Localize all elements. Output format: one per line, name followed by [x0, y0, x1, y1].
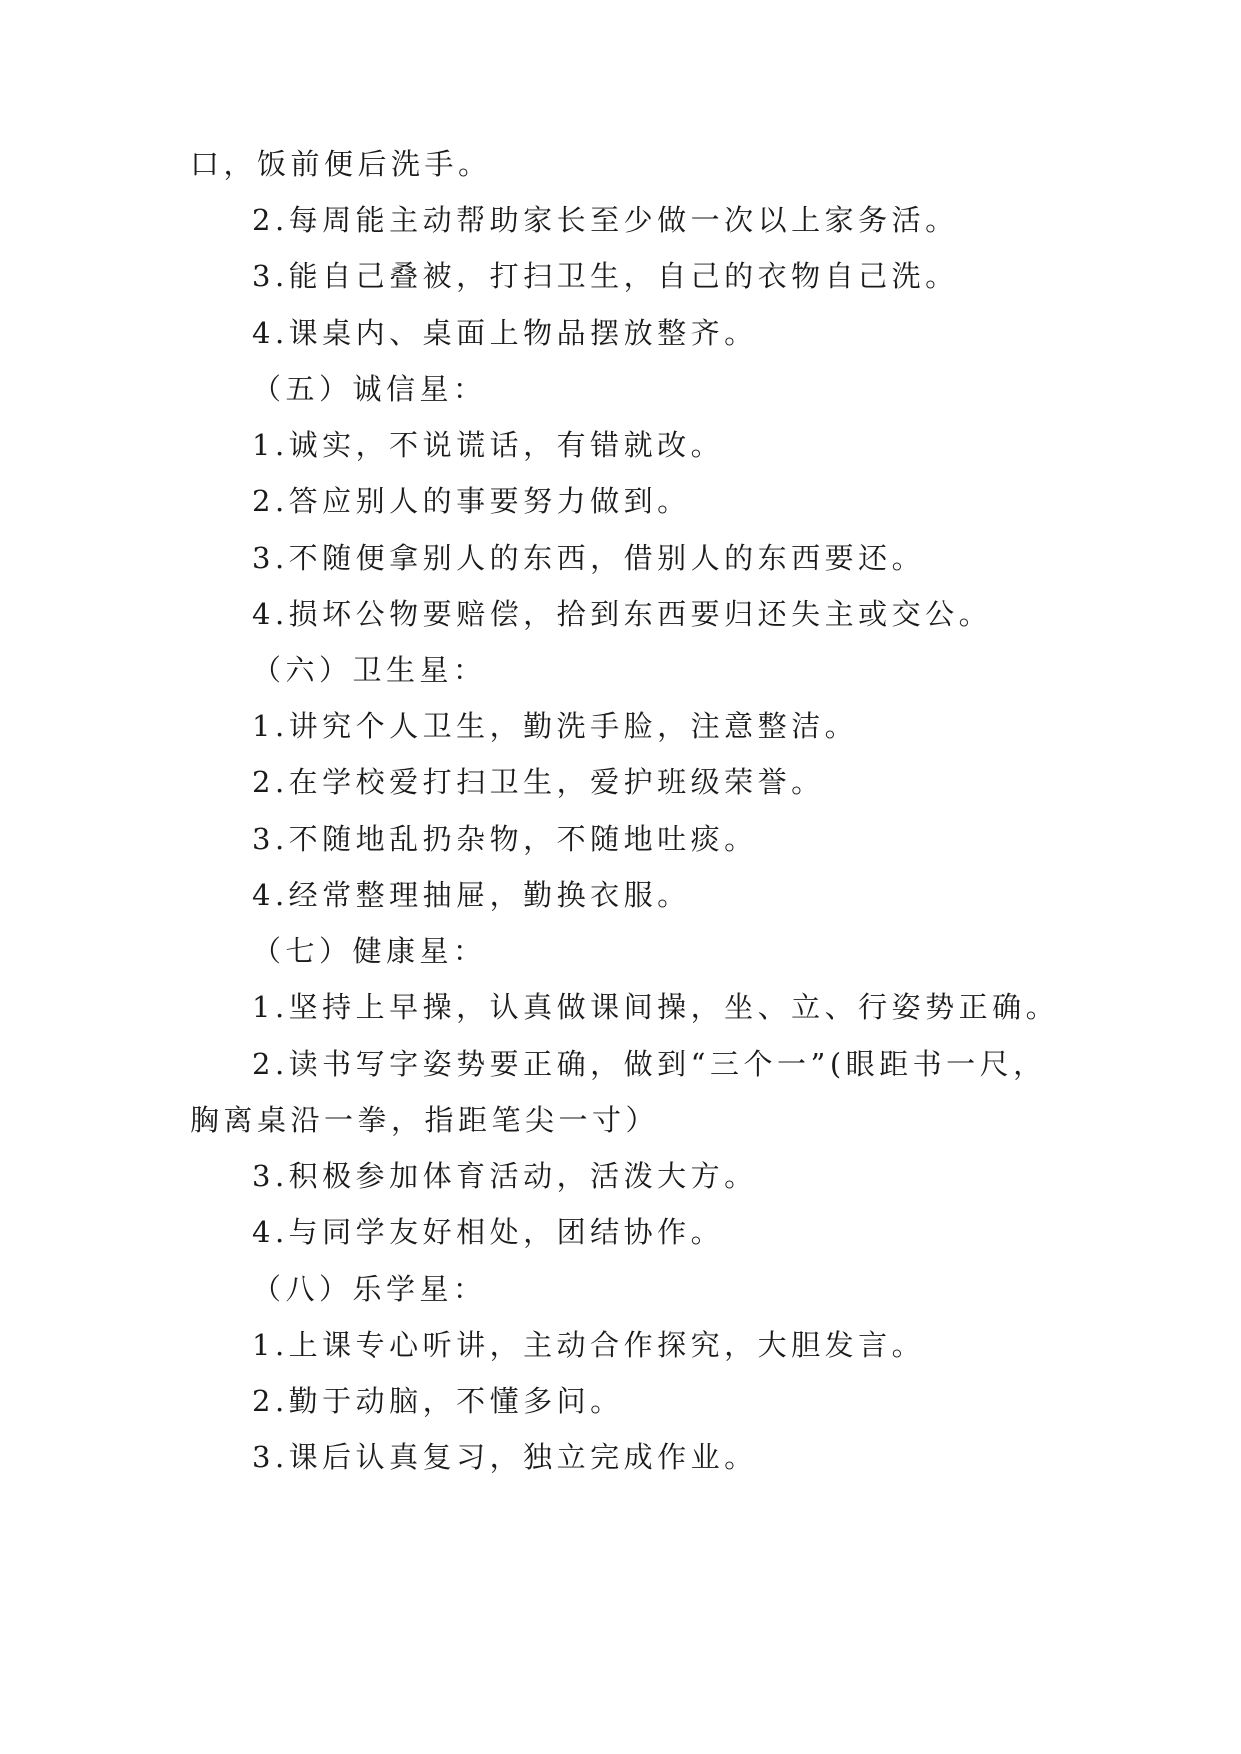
text-line-22: 1.上课专心听讲，主动合作探究，大胆发言。: [252, 1328, 926, 1362]
text-line-3: 3.能自己叠被，打扫卫生，自己的衣物自己洗。: [252, 259, 959, 293]
text-line-1: 口，饭前便后洗手。: [190, 147, 492, 181]
text-line-14: 4.经常整理抽屉，勤换衣服。: [252, 878, 691, 912]
text-line-4: 4.课桌内、桌面上物品摆放整齐。: [252, 316, 758, 350]
section-heading-6: （六）卫生星：: [252, 653, 487, 687]
text-line-19: 3.积极参加体育活动，活泼大方。: [252, 1159, 758, 1193]
text-line-7: 2.答应别人的事要努力做到。: [252, 484, 691, 518]
text-line-20: 4.与同学友好相处，团结协作。: [252, 1215, 725, 1249]
text-line-23: 2.勤于动脑，不懂多问。: [252, 1384, 624, 1418]
section-heading-7: （七）健康星：: [252, 934, 487, 968]
text-line-18: 胸离桌沿一拳，指距笔尖一寸）: [190, 1103, 660, 1137]
text-line-2: 2.每周能主动帮助家长至少做一次以上家务活。: [252, 203, 959, 237]
text-line-17: 2.读书写字姿势要正确，做到“三个一”(眼距书一尺，: [252, 1047, 1047, 1081]
section-heading-5: （五）诚信星：: [252, 372, 487, 406]
text-line-16: 1.坚持上早操，认真做课间操，坐、立、行姿势正确。: [252, 990, 1060, 1024]
text-line-13: 3.不随地乱扔杂物，不随地吐痰。: [252, 822, 758, 856]
text-line-8: 3.不随便拿别人的东西，借别人的东西要还。: [252, 541, 926, 575]
text-line-24: 3.课后认真复习，独立完成作业。: [252, 1440, 758, 1474]
text-line-11: 1.讲究个人卫生，勤洗手脸，注意整洁。: [252, 709, 859, 743]
text-line-9: 4.损坏公物要赔偿，拾到东西要归还失主或交公。: [252, 597, 993, 631]
text-line-12: 2.在学校爱打扫卫生，爱护班级荣誉。: [252, 765, 825, 799]
section-heading-8: （八）乐学星：: [252, 1272, 487, 1306]
text-line-6: 1.诚实，不说谎话，有错就改。: [252, 428, 725, 462]
